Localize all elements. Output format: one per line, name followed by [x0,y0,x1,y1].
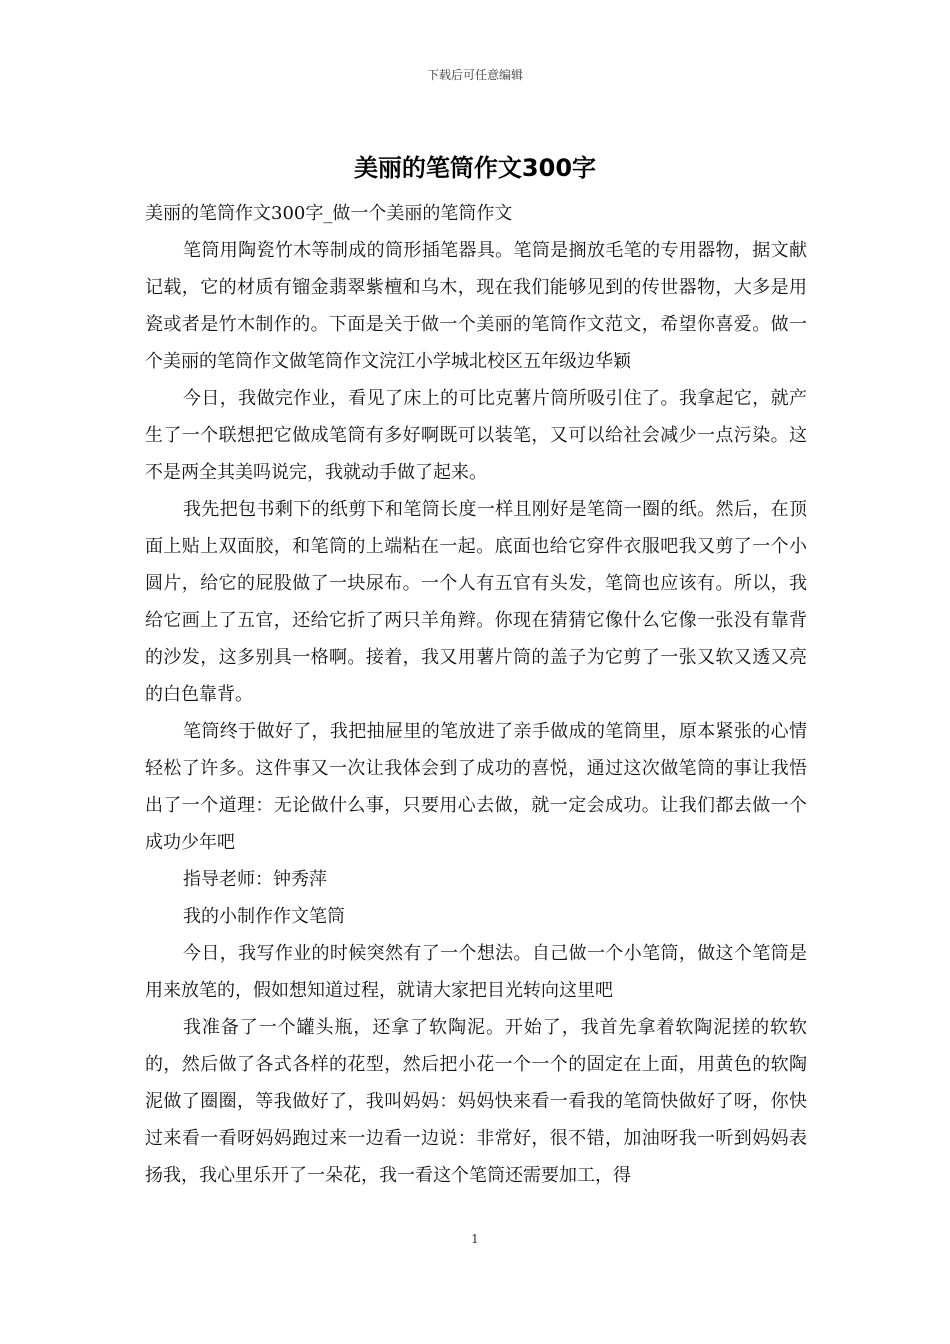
page-number: 1 [471,1232,479,1246]
paragraph: 笔筒终于做好了，我把抽屉里的笔放进了亲手做成的笔筒里，原本紧张的心情轻松了许多。这件事又一次让我体会到了成功的喜悦，通过这次做笔筒的事让我悟出了一个道理：无论做什么事，只要用心去做，就一定会成功。让我们都去做一个成功少年吧 [145,721,807,853]
paragraph: 我准备了一个罐头瓶，还拿了软陶泥。开始了，我首先拿着软陶泥搓的软软的，然后做了各式各样的花型，然后把小花一个一个的固定在上面，用黄色的软陶泥做了圈圈，等我做好了，我叫妈妈：妈妈快来看一看我的笔筒快做好了呀，你快过来看一看呀妈妈跑过来一边看一边说：非常好，很不错，加油呀我一听到妈妈表扬我，我心里乐开了一朵花，我一看这个笔筒还需要加工，得 [145,1017,807,1186]
paragraph: 笔筒用陶瓷竹木等制成的筒形插笔器具。笔筒是搁放毛笔的专用器物，据文献记载，它的材质有镏金翡翠紫檀和乌木，现在我们能够见到的传世器物，大多是用瓷或者是竹木制作的。下面是关于做一个美丽的笔筒作文范文，希望你喜爱。做一个美丽的笔筒作文做笔筒作文浣江小学城北校区五年级边华颖 [145,240,807,372]
document-title: 美丽的笔筒作文300字 [353,154,597,182]
teacher-line: 指导老师：钟秀萍 [183,869,327,890]
header-note: 下载后可任意编辑 [426,68,523,82]
paragraph: 今日，我做完作业，看见了床上的可比克薯片筒所吸引住了。我拿起它，就产生了一个联想把它做成笔筒有多好啊既可以装笔，又可以给社会减少一点污染。这不是两全其美吗说完，我就动手做了起来。 [145,388,807,483]
document-subtitle: 美丽的笔筒作文300字_做一个美丽的笔筒作文 [145,203,513,224]
paragraph: 今日，我写作业的时候突然有了一个想法。自己做一个小笔筒，做这个笔筒是用来放笔的，假如想知道过程，就请大家把目光转向这里吧 [145,943,807,1001]
document-body [145,195,807,1194]
paragraph: 我先把包书剩下的纸剪下和笔筒长度一样且刚好是笔筒一圈的纸。然后，在顶面上贴上双面胶，和笔筒的上端粘在一起。底面也给它穿件衣服吧我又剪了一个小圆片，给它的屁股做了一块尿布。一个人有五官有头发，笔筒也应该有。所以，我给它画上了五官，还给它折了两只羊角辫。你现在猜猜它像什么它像一张没有靠背的沙发，这多别具一格啊。接着，我又用薯片筒的盖子为它剪了一张又软又透又亮的白色靠背。 [145,499,807,705]
section-heading: 我的小制作作文笔筒 [183,906,345,927]
